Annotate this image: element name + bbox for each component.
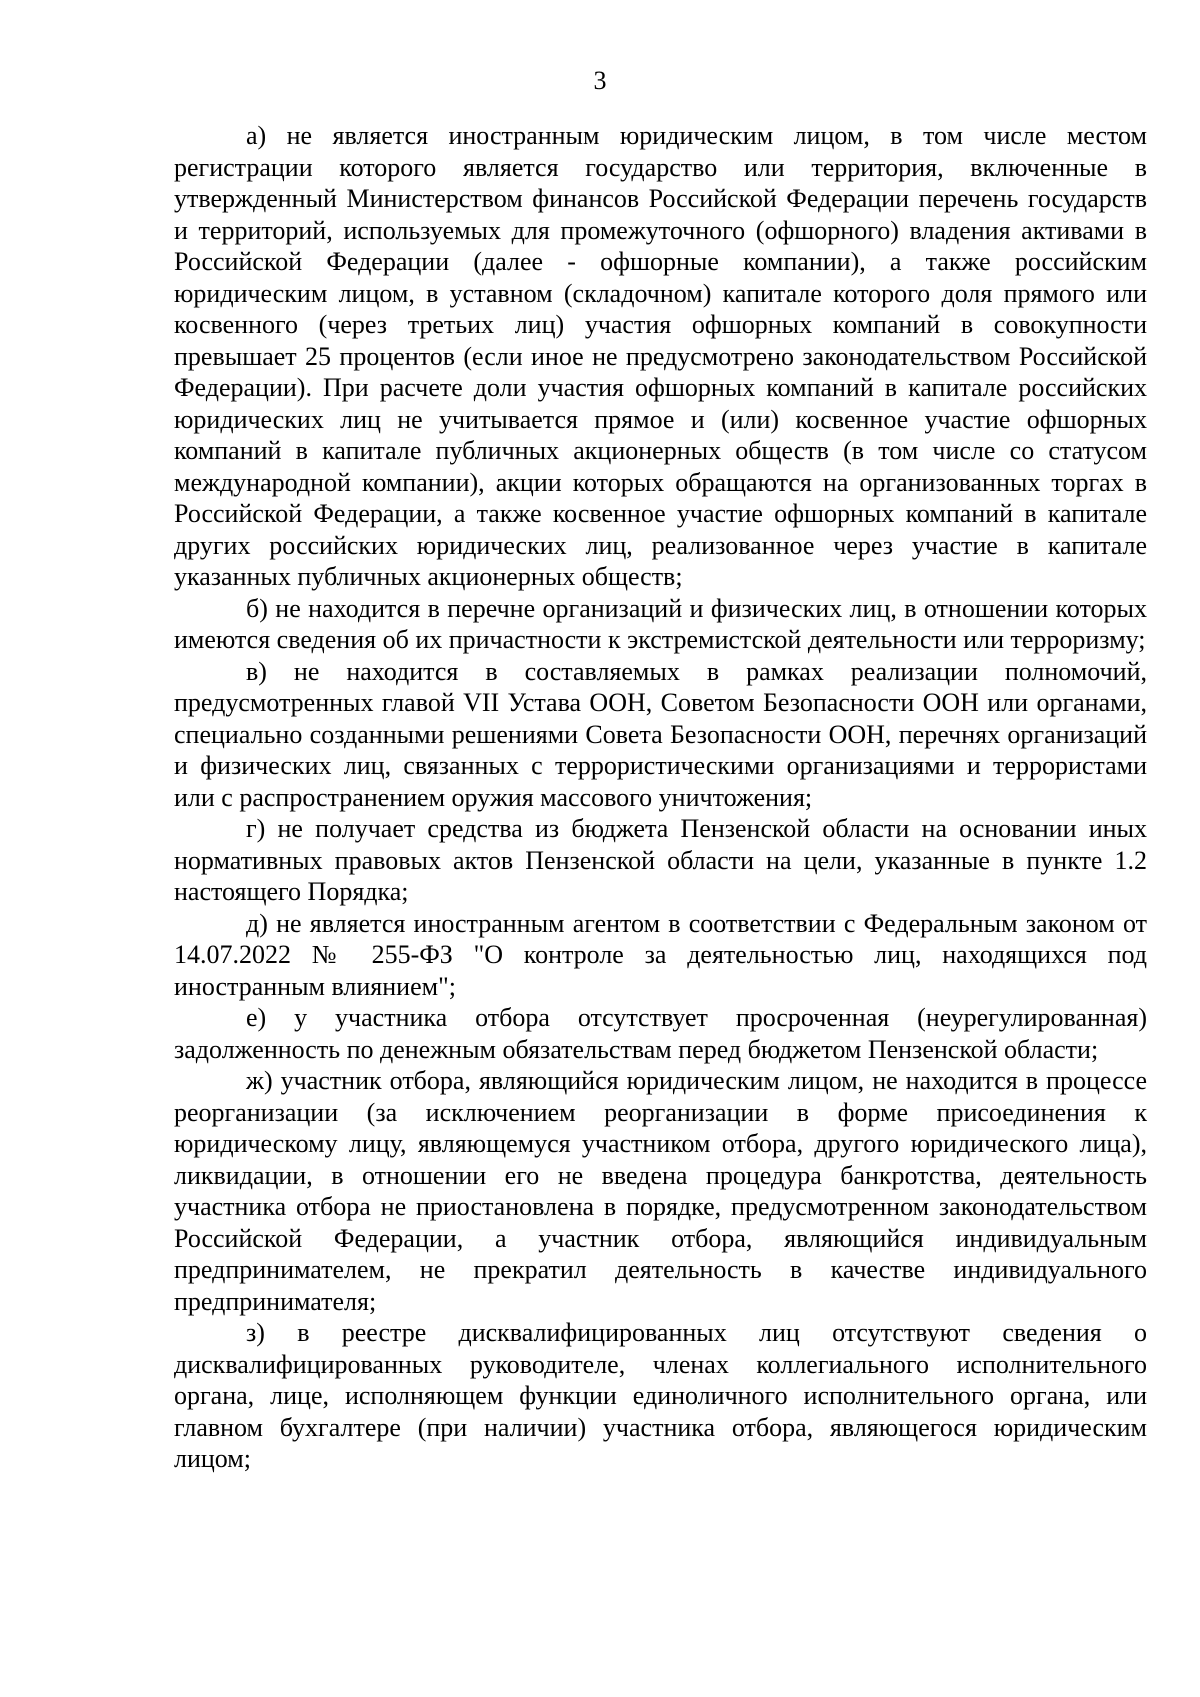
paragraph-a: а) не является иностранным юридическим лицом, в том числе местом регистрации которого является государство или территория, включенные в утвержденный Министерством финансов Российской Федерации перечень государств и территорий, используемых для промежуточного (офшорного) владения активами в Российской Федерации (далее - офшорные компании), а также российским юридическим лицом, в уставном (складочном) капитале которого доля прямого или косвенного (через третьих лиц) участия офшорных компаний в совокупности превышает 25 процентов (если иное не предусмотрено законодательством Российской Федерации). При расчете доли участия офшорных компаний в капитале российских юридических лиц не учитывается прямое и (или) косвенное участие офшорных компаний в капитале публичных акционерных обществ (в том числе со статусом международной компании), акции которых обращаются на организованных торгах в Российской Федерации, а также косвенное участие офшорных компаний в капитале других российских юридических лиц, реализованное через участие в капитале указанных публичных акционерных обществ; xyxy=(174,121,1147,591)
page-number: 3 xyxy=(593,66,607,95)
paragraph-z: з) в реестре дисквалифицированных лиц отсутствуют сведения о дисквалифицированных руководителе, членах коллегиального исполнительного органа, лице, исполняющем функции единоличного исполнительного органа, или главном бухгалтере (при наличии) участника отбора, являющегося юридическим лицом; xyxy=(174,1318,1147,1473)
paragraph-v: в) не находится в составляемых в рамках реализации полномочий, предусмотренных главой VII Устава ООН, Советом Безопасности ООН или органами, специально созданными решениями Совета Безопасности ООН, перечнях организаций и физических лиц, связанных с террористическими организациями и террористами или с распространением оружия массового уничтожения; xyxy=(174,656,1147,812)
paragraph-g: г) не получает средства из бюджета Пензенской области на основании иных нормативных правовых актов Пензенской области на цели, указанные в пункте 1.2 настоящего Порядка; xyxy=(174,814,1147,906)
paragraph-d: д) не является иностранным агентом в соответствии с Федеральным законом от 14.07.2022 № 255-ФЗ "О контроле за деятельностью лиц, находящихся под иностранным влиянием"; xyxy=(174,908,1147,1001)
document-body xyxy=(174,120,1147,1475)
paragraph-b: б) не находится в перечне организаций и физических лиц, в отношении которых имеются сведения об их причастности к экстремистской деятельности или терроризму; xyxy=(174,593,1147,654)
paragraph-zh: ж) участник отбора, являющийся юридическим лицом, не находится в процессе реорганизации (за исключением реорганизации в форме присоединения к юридическому лицу, являющемуся участником отбора, другого юридического лица), ликвидации, в отношении его не введена процедура банкротства, деятельность участника отбора не приостановлена в порядке, предусмотренном законодательством Российской Федерации, а участник отбора, являющийся индивидуальным предпринимателем, не прекратил деятельность в качестве индивидуального предпринимателя; xyxy=(174,1066,1147,1316)
paragraph-e: е) у участника отбора отсутствует просроченная (неурегулированная) задолженность по денежным обязательствам перед бюджетом Пензенской области; xyxy=(174,1003,1147,1064)
